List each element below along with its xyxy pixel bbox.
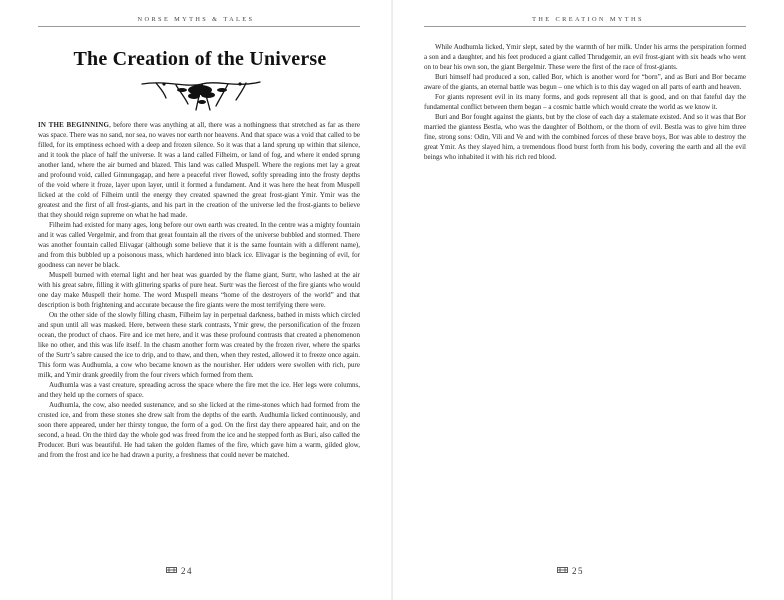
running-header-left: NORSE MYTHS & TALES — [137, 16, 255, 23]
folio-ornament-icon — [557, 567, 568, 573]
paragraph: While Audhumla licked, Ymir slept, sated by the warmth of her milk. Under his arms the perspiration formed a son and a daughter, and his feet produced a giant called Thrudgemir, an evil frost-giant with six heads who went on to bear his own son, the giant Bergelmir. These were the first of the race of frost-giants. — [424, 43, 746, 71]
header-rule-right — [424, 26, 746, 27]
header-rule-left — [38, 26, 360, 27]
page-number-left — [166, 566, 226, 576]
folio-ornament-icon — [166, 567, 177, 573]
paragraph: Muspell burned with eternal light and her heat was guarded by the flame giant, Surtr, who lashed at the air with his great sabre, filling it with glittering sparks of pure heat. Surtr was the fiercest of the fire giants who would one day make Muspell their home. The word Muspell means “home of the destroyers of the world” and that description is both frightening and accurate because the fire giants were the most terrifying there were. — [38, 271, 360, 309]
paragraph: Audhumla, the cow, also needed sustenance, and so she licked at the rime-stones which had formed from the crusted ice, and from these stones she drew salt from the depths of the earth. Audhumla licked continuously, and soon there appeared, under her thirsty tongue, the form of a god. On the first day there appeared hair, and on the second, a head. On the third day the whole god was freed from the ice and he stepped forth as Buri, also called the Producer. Buri was beautiful. He had taken the golden flames of the fire, which gave him a warm, gilded glow, and from the frost and ice he had drawn a purity, a freshness that could never be matched. — [38, 401, 360, 459]
page-number-right — [557, 566, 617, 576]
paragraph: Audhumla was a vast creature, spreading across the space where the fire met the ice. Her legs were columns, and they held up the corners of space. — [38, 381, 360, 399]
lead-in: IN THE BEGINNING — [38, 121, 110, 129]
page-number-text: 24 — [181, 566, 193, 576]
paragraph — [38, 120, 360, 220]
paragraph: On the other side of the slowly filling chasm, Filheim lay in perpetual darkness, bathed in mists which circled and spun until all was masked. Here, between these stark contrasts, Ymir grew, the personification of the frozen ocean, the product of chaos. Fire and ice met here, and it was these profound contrasts that created a phenomenon like no other, and this was life itself. In the chasm another form was created by the frozen river, where the sparks of the Surtr’s sabre caused the ice to drip, and to thaw, and then, when they rested, allowed it to freeze once again. This form was Audhumla, a cow who became known as the nourisher. Her udders were swollen with rich, pure milk, and Ymir drank greedily from the four rivers which formed from them. — [38, 311, 360, 379]
page-number-text: 25 — [572, 566, 584, 576]
right-body-text — [424, 42, 746, 162]
paragraph: Filheim had existed for many ages, long before our own earth was created. In the centre was a mighty fountain and it was called Vergelmir, and from that great fountain all the rivers of the universe bubbled and stormed. There was another fountain called Elivagar (although some believe that it is the same fountain with a different name), and from this bubbled up a poisonous mass, which hardened into black ice. Elivagar is the beginning of evil, for goodness can never be black. — [38, 221, 360, 269]
paragraph-text: , before there was anything at all, there was a nothingness that stretched as far as there was space. There was no sand, nor sea, no waves nor earth nor heavens. And that space was a void that called to be filled, for its emptiness echoed with a deep and frozen silence. So it was that a land sprung up within that silence, and it took the place of half the universe. It was a land called Filheim, or land of fog, and where it ended sprung another land, where the air burned and blazed. This land was called Muspell. Where the regions met lay a great and profound void, called Ginnungagap, and here a peaceful river flowed, softly spreading into the frosty depths of the void where it froze, layer upon layer, until it formed a fundament. And it was here the heat from Muspell licked at the cold of Filheim until the energy they created spawned the great frost-giant Ymir. Ymir was the greatest and the first of all frost-giants, and his part in the creation of the universe led the frost-giants to believe that they should reign supreme on what he had made. — [38, 121, 360, 219]
tree-branch-ornament-icon — [136, 70, 266, 112]
chapter-title: The Creation of the Universe — [73, 48, 327, 70]
left-body-text — [38, 120, 360, 460]
paragraph: Buri himself had produced a son, called Bor, which is another word for “born”, and as Buri and Bor became aware of the giants, an eternal battle was begun – one which is to this day waged on all parts of earth and heaven. — [424, 73, 746, 91]
paragraph: Buri and Bor fought against the giants, but by the close of each day a stalemate existed. And so it was that Bor married the giantess Bestla, who was the daughter of Bolthorn, or the thorn of evil. Bestla was to give him three fine, strong sons: Odin, Vili and Ve and with the combined forces of these brave boys, Bor was able to destroy the great Ymir. As they slayed him, a tremendous flood burst forth from his body, covering the earth and all the evil beings who inhabited it with his rich red blood. — [424, 113, 746, 161]
right-page — [392, 0, 784, 600]
paragraph: For giants represent evil in its many forms, and gods represent all that is good, and on that fateful day the fundamental conflict between them began – a cosmic battle which would create the world as we know it. — [424, 93, 746, 111]
running-header-right: THE CREATION MYTHS — [532, 16, 644, 23]
